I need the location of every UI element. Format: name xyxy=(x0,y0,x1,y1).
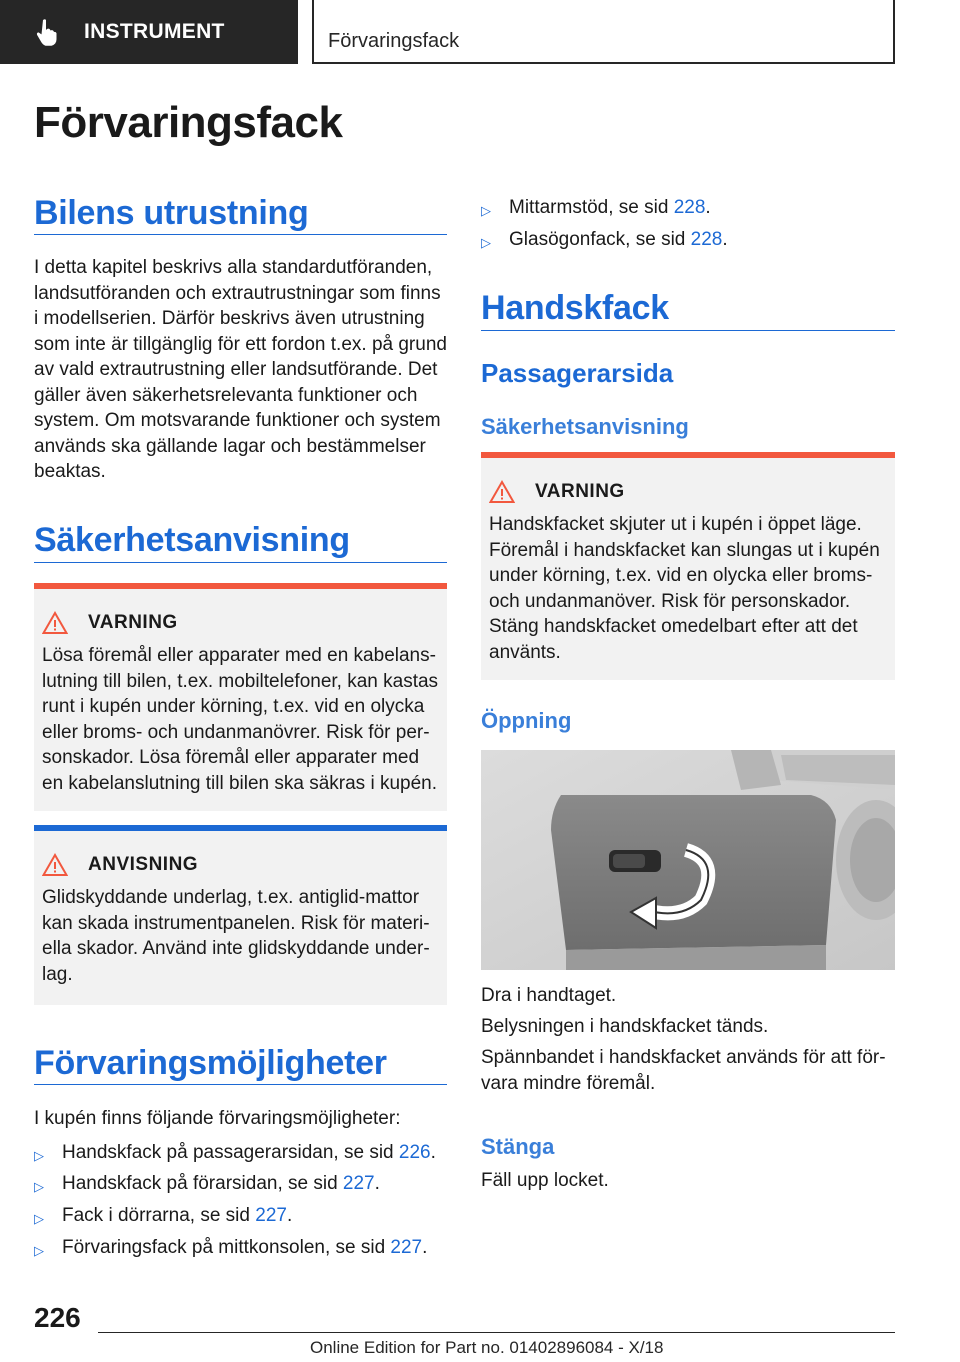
page-link[interactable]: 226 xyxy=(398,1142,431,1163)
list-item: ▷ Handskfack på passagerarsidan, se sid 226. xyxy=(34,1140,436,1168)
note-box xyxy=(34,825,447,1005)
warning-triangle-icon xyxy=(489,480,515,504)
glovebox-illustration xyxy=(481,750,895,970)
warning-bar xyxy=(481,452,895,458)
warning-title: VARNING xyxy=(88,612,178,633)
page-link[interactable]: 227 xyxy=(342,1173,375,1194)
passenger-heading: Passagerarsida xyxy=(481,358,674,388)
opening-heading: Öppning xyxy=(481,708,572,733)
note-bar xyxy=(34,825,447,831)
glovebox-heading: Handskfack xyxy=(481,289,669,327)
closing-text: Fäll upp locket. xyxy=(481,1170,609,1191)
equipment-heading: Bilens utrustning xyxy=(34,194,309,232)
warning-box xyxy=(34,583,447,811)
edition-text: Online Edition for Part no. 01402896084 - X/18 xyxy=(310,1338,664,1357)
list-item: ▷ Fack i dörrarna, se sid 227. xyxy=(34,1203,292,1231)
warning-bar xyxy=(34,583,447,589)
list-item: ▷ Förvaringsfack på mittkonsolen, se sid 227. xyxy=(34,1235,427,1263)
hand-pointer-icon xyxy=(30,15,64,49)
safety-subheading: Säkerhetsanvisning xyxy=(481,414,689,439)
equipment-text: I detta kapitel beskrivs alla standardutföranden, landsutföranden och extrautrustningar som finns i modellserien. Därför beskrivs även utrustning som inte är tillgänglig för ett fordon t.ex. på grund av vald extrautrustning eller landsutförande. Det gäller även säkerhetsrelevanta funktioner och system. Om motsvarande funktioner och system används ska gällande lagar och bestämmelser beaktas. xyxy=(34,257,447,482)
page-link[interactable]: 227 xyxy=(390,1237,423,1258)
list-item: ▷ Handskfack på förarsidan, se sid 227. xyxy=(34,1171,380,1199)
page-link[interactable]: 227 xyxy=(255,1205,287,1226)
page-number: 226 xyxy=(34,1302,81,1333)
warning-box xyxy=(481,452,895,680)
list-item: ▷ Glasögonfack, se sid 228. xyxy=(481,227,728,255)
storage-intro: I kupén finns följande förvaringsmöjligheter: xyxy=(34,1108,401,1129)
heading-rule xyxy=(481,330,895,331)
triangle-bullet-icon: ▷ xyxy=(34,1148,44,1163)
section-label: INSTRUMENT xyxy=(84,20,225,43)
heading-rule xyxy=(34,1084,447,1085)
warning-text: Handskfacket skjuter ut i kupén i öppet läge. Föremål i handskfacket kan slungas ut i kupén under körning, t.ex. vid en olycka eller broms- och undanmanöver. Risk för personskador. Stäng handskfacket omedelbart efter att det använts. xyxy=(489,514,880,663)
chapter-header xyxy=(312,0,895,64)
opening-step-1: Dra i handtaget. xyxy=(481,985,617,1006)
triangle-bullet-icon: ▷ xyxy=(481,203,491,218)
note-title: ANVISNING xyxy=(88,854,199,875)
page-title: Förvaringsfack xyxy=(34,98,343,147)
warning-title: VARNING xyxy=(535,481,625,502)
section-tab xyxy=(0,0,298,64)
heading-rule xyxy=(34,234,447,235)
warning-triangle-icon xyxy=(42,853,68,877)
page-link[interactable]: 228 xyxy=(690,229,723,250)
heading-rule xyxy=(34,562,447,563)
footer-rule xyxy=(98,1332,895,1333)
storage-heading: Förvaringsmöjligheter xyxy=(34,1044,387,1082)
opening-step-2: Belysningen i handskfacket tänds. xyxy=(481,1016,769,1037)
warning-text: Lösa föremål eller apparater med en kabelanslutning till bilen, t.ex. mobiltelefoner, kan kastas runt i kupén under körning, t.ex. vid en olycka eller broms- och undanmanövrer. Risk för personskador. Lösa föremål eller apparater med en kabelanslutning till bilen ska säkras i kupén. xyxy=(42,645,439,794)
triangle-bullet-icon: ▷ xyxy=(34,1179,44,1194)
closing-heading: Stänga xyxy=(481,1134,555,1159)
list-item: ▷ Mittarmstöd, se sid 228. xyxy=(481,195,711,223)
chapter-label: Förvaringsfack xyxy=(328,30,460,52)
page-link[interactable]: 228 xyxy=(673,197,706,218)
opening-step-3: Spännbandet i handskfacket används för att förvara mindre föremål. xyxy=(481,1047,886,1094)
triangle-bullet-icon: ▷ xyxy=(481,235,491,250)
triangle-bullet-icon: ▷ xyxy=(34,1211,44,1226)
triangle-bullet-icon: ▷ xyxy=(34,1243,44,1258)
safety-heading: Säkerhetsanvisning xyxy=(34,521,350,559)
note-text: Glidskyddande underlag, t.ex. antiglid-mattor kan skada instrumentpanelen. Risk för materiella skador. Använd inte glidskyddande underlag. xyxy=(42,887,430,985)
warning-triangle-icon xyxy=(42,611,68,635)
